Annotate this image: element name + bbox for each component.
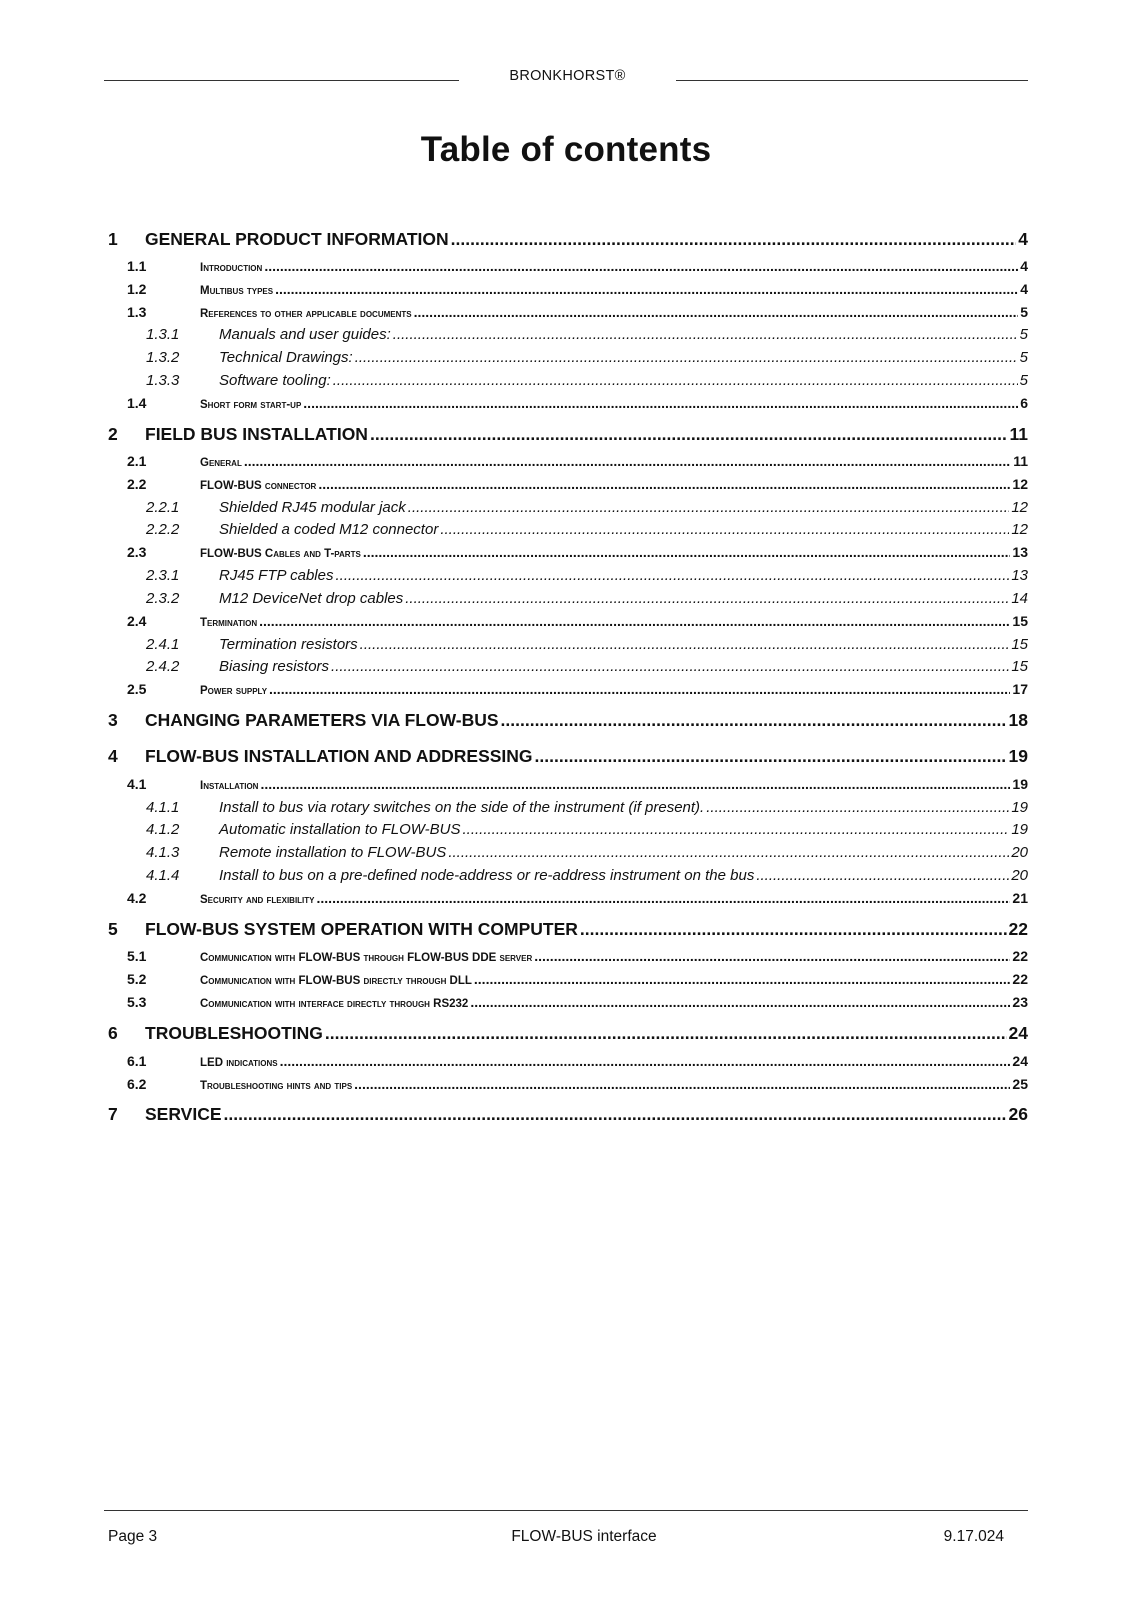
toc-entry-4-1-3[interactable] (108, 844, 1028, 868)
toc-dot-leader (470, 994, 1010, 1010)
header-brand: BRONKHORST® (509, 68, 626, 84)
toc-entry-number: 2.3.1 (146, 567, 180, 584)
toc-entry-page: 18 (1008, 710, 1028, 730)
toc-entry-4-1[interactable] (108, 776, 1028, 800)
toc-entry-label: Shielded RJ45 modular jack (219, 499, 406, 516)
toc-entry-label: Install to bus on a pre-defined node-address or re-address instrument on the bus (219, 867, 755, 884)
toc-entry-number: 2 (108, 424, 118, 444)
footer-document-code: 9.17.024 (943, 1528, 1004, 1545)
toc-dot-leader (706, 799, 1009, 816)
header-rule-right (676, 80, 1028, 81)
toc-entry-label: Troubleshooting hints and tips (200, 1080, 353, 1092)
toc-entry-page: 13 (1011, 567, 1028, 584)
toc-entry-label: M12 DeviceNet drop cables (219, 590, 404, 607)
toc-entry-page: 5 (1019, 349, 1028, 366)
toc-dot-leader (448, 844, 1009, 861)
toc-entry-number: 1.3.3 (146, 372, 180, 389)
toc-entry-label: FIELD BUS INSTALLATION (145, 424, 368, 444)
toc-entry-number: 1.4 (127, 395, 147, 411)
toc-entry-1[interactable] (108, 229, 1028, 253)
toc-dot-leader (440, 521, 1009, 538)
toc-entry-number: 3 (108, 710, 118, 730)
page-header (104, 68, 1028, 90)
toc-entry-page: 22 (1008, 919, 1028, 939)
toc-entry-2-5[interactable] (108, 681, 1028, 705)
toc-dot-leader (269, 681, 1010, 697)
toc-entry-number: 5.1 (127, 948, 147, 964)
toc-entry-page: 15 (1011, 636, 1028, 653)
toc-entry-label: Remote installation to FLOW-BUS (219, 844, 447, 861)
toc-dot-leader (451, 229, 1017, 250)
toc-entry-1-3-3[interactable] (108, 372, 1028, 396)
toc-entry-page: 22 (1012, 971, 1028, 987)
toc-dot-leader (535, 746, 1007, 767)
toc-entry-number: 2.5 (127, 681, 147, 697)
toc-entry-page: 21 (1012, 890, 1028, 906)
toc-entry-number: 4 (108, 746, 118, 766)
toc-entry-page: 12 (1012, 476, 1028, 492)
toc-entry-label: Installation (200, 780, 259, 792)
toc-entry-number: 6.1 (127, 1053, 147, 1069)
toc-entry-2-2[interactable] (108, 476, 1028, 500)
toc-entry-1-3-2[interactable] (108, 349, 1028, 373)
toc-dot-leader (501, 710, 1007, 731)
toc-dot-leader (275, 281, 1018, 297)
toc-dot-leader (756, 867, 1009, 884)
toc-entry-2-1[interactable] (108, 453, 1028, 477)
toc-entry-label: Communication with interface directly through RS232 (200, 998, 469, 1010)
footer-document-title: FLOW-BUS interface (511, 1528, 657, 1545)
toc-entry-4-2[interactable] (108, 890, 1028, 914)
toc-entry-label: Install to bus via rotary switches on the side of the instrument (if present). (219, 799, 705, 816)
toc-entry-6-1[interactable] (108, 1053, 1028, 1077)
toc-entry-number: 2.2.1 (146, 499, 180, 516)
toc-entry-page: 5 (1020, 304, 1028, 320)
toc-entry-number: 1.3.2 (146, 349, 180, 366)
toc-dot-leader (474, 971, 1011, 987)
toc-entry-label: GENERAL PRODUCT INFORMATION (145, 229, 449, 249)
toc-dot-leader (405, 590, 1009, 607)
toc-entry-label: Introduction (200, 262, 263, 274)
toc-entry-page: 12 (1011, 499, 1028, 516)
toc-entry-label: Automatic installation to FLOW-BUS (219, 821, 461, 838)
toc-entry-page: 22 (1012, 948, 1028, 964)
toc-dot-leader (370, 424, 1008, 445)
toc-entry-number: 4.1.3 (146, 844, 180, 861)
toc-dot-leader (333, 372, 1018, 389)
footer-rule (104, 1510, 1028, 1511)
toc-entry-5-1[interactable] (108, 948, 1028, 972)
toc-entry-page: 20 (1011, 867, 1028, 884)
toc-entry-label: Security and flexibility (200, 894, 315, 906)
toc-entry-page: 26 (1008, 1104, 1028, 1124)
toc-entry-number: 2.2 (127, 476, 147, 492)
toc-entry-page: 13 (1012, 544, 1028, 560)
toc-entry-label: Termination resistors (219, 636, 358, 653)
toc-dot-leader (260, 776, 1010, 792)
toc-entry-label: LED indications (200, 1057, 278, 1069)
toc-entry-label: FLOW-BUS SYSTEM OPERATION WITH COMPUTER (145, 919, 578, 939)
toc-dot-leader (534, 948, 1010, 964)
toc-entry-number: 1.2 (127, 281, 147, 297)
toc-entry-6[interactable] (108, 1023, 1028, 1047)
toc-entry-number: 4.1 (127, 776, 147, 792)
toc-entry-label: References to other applicable documents (200, 308, 412, 320)
page-title: Table of contents (420, 130, 712, 169)
toc-dot-leader (259, 613, 1010, 629)
toc-dot-leader (318, 476, 1010, 492)
toc-dot-leader (317, 890, 1011, 906)
toc-entry-5-2[interactable] (108, 971, 1028, 995)
toc-entry-4-1-2[interactable] (108, 821, 1028, 845)
toc-dot-leader (360, 636, 1010, 653)
toc-dot-leader (355, 349, 1018, 366)
toc-entry-page: 6 (1020, 395, 1028, 411)
toc-entry-page: 19 (1008, 746, 1028, 766)
toc-entry-page: 5 (1019, 326, 1028, 343)
toc-dot-leader (331, 658, 1009, 675)
toc-entry-number: 2.4.1 (146, 636, 180, 653)
toc-entry-2-4-2[interactable] (108, 658, 1028, 682)
footer-page-number: Page 3 (108, 1528, 158, 1545)
toc-entry-number: 5.3 (127, 994, 147, 1010)
toc-entry-label: Biasing resistors (219, 658, 330, 675)
toc-entry-1-2[interactable] (108, 281, 1028, 305)
toc-entry-2-3[interactable] (108, 544, 1028, 568)
toc-entry-4[interactable] (108, 746, 1028, 770)
toc-entry-number: 7 (108, 1104, 118, 1124)
toc-entry-page: 4 (1020, 281, 1028, 297)
toc-entry-label: Software tooling: (219, 372, 331, 389)
toc-entry-label: Communication with FLOW-BUS directly through DLL (200, 975, 472, 987)
toc-entry-page: 5 (1019, 372, 1028, 389)
toc-entry-label: Power supply (200, 685, 268, 697)
toc-entry-number: 2.3 (127, 544, 147, 560)
toc-entry-7[interactable] (108, 1104, 1028, 1128)
toc-dot-leader (244, 453, 1011, 469)
toc-entry-number: 2.2.2 (146, 521, 180, 538)
toc-entry-page: 24 (1008, 1023, 1028, 1043)
toc-entry-label: SERVICE (145, 1104, 222, 1124)
toc-entry-page: 11 (1009, 424, 1028, 444)
toc-entry-number: 4.1.2 (146, 821, 180, 838)
toc-dot-leader (336, 567, 1010, 584)
toc-entry-label: Technical Drawings: (219, 349, 353, 366)
toc-entry-3[interactable] (108, 710, 1028, 734)
toc-entry-number: 1.3 (127, 304, 147, 320)
toc-entry-5[interactable] (108, 919, 1028, 943)
toc-entry-4-1-4[interactable] (108, 867, 1028, 891)
page-footer (104, 1510, 1028, 1550)
toc-entry-label: Communication with FLOW-BUS through FLOW-BUS DDE server (200, 952, 533, 964)
toc-entry-1-4[interactable] (108, 395, 1028, 419)
toc-entry-6-2[interactable] (108, 1076, 1028, 1100)
toc-entry-number: 1 (108, 229, 118, 249)
toc-entry-page: 19 (1012, 776, 1028, 792)
toc-entry-page: 12 (1011, 521, 1028, 538)
toc-entry-page: 19 (1011, 799, 1028, 816)
toc-entry-page: 15 (1011, 658, 1028, 675)
toc-entry-1-1[interactable] (108, 258, 1028, 282)
toc-dot-leader (408, 499, 1010, 516)
toc-entry-1-3-1[interactable] (108, 326, 1028, 350)
toc-entry-number: 2.1 (127, 453, 147, 469)
toc-entry-page: 24 (1012, 1053, 1028, 1069)
toc-entry-page: 25 (1012, 1076, 1028, 1092)
toc-entry-number: 2.4.2 (146, 658, 180, 675)
toc-entry-4-1-1[interactable] (108, 799, 1028, 823)
toc-entry-number: 6.2 (127, 1076, 147, 1092)
toc-entry-label: Termination (200, 617, 258, 629)
toc-dot-leader (462, 821, 1009, 838)
toc-entry-page: 23 (1012, 994, 1028, 1010)
toc-entry-2-4-1[interactable] (108, 636, 1028, 660)
toc-entry-label: Short form start-up (200, 399, 302, 411)
toc-entry-2[interactable] (108, 424, 1028, 448)
toc-dot-leader (264, 258, 1018, 274)
toc-dot-leader (280, 1053, 1011, 1069)
toc-dot-leader (393, 326, 1018, 343)
toc-entry-page: 17 (1012, 681, 1028, 697)
toc-entry-label: FLOW-BUS connector (200, 480, 317, 492)
toc-entry-label: CHANGING PARAMETERS VIA FLOW-BUS (145, 710, 499, 730)
toc-entry-number: 1.1 (127, 258, 147, 274)
toc-entry-2-4[interactable] (108, 613, 1028, 637)
toc-entry-page: 11 (1013, 453, 1028, 469)
toc-entry-page: 14 (1011, 590, 1028, 607)
toc-dot-leader (414, 304, 1019, 320)
toc-entry-2-3-1[interactable] (108, 567, 1028, 591)
toc-dot-leader (580, 919, 1007, 940)
toc-entry-page: 15 (1012, 613, 1028, 629)
toc-entry-number: 6 (108, 1023, 118, 1043)
toc-entry-number: 4.1.4 (146, 867, 180, 884)
toc-entry-number: 2.3.2 (146, 590, 180, 607)
toc-dot-leader (224, 1104, 1007, 1125)
toc-entry-2-2-1[interactable] (108, 499, 1028, 523)
toc-entry-label: General (200, 457, 242, 469)
toc-dot-leader (363, 544, 1011, 560)
toc-entry-label: Manuals and user guides: (219, 326, 391, 343)
toc-entry-page: 4 (1018, 229, 1028, 249)
toc-entry-page: 4 (1020, 258, 1028, 274)
toc-entry-label: Multibus types (200, 285, 274, 297)
toc-entry-5-3[interactable] (108, 994, 1028, 1018)
toc-dot-leader (354, 1076, 1010, 1092)
toc-dot-leader (325, 1023, 1007, 1044)
toc-entry-number: 4.2 (127, 890, 147, 906)
toc-entry-label: TROUBLESHOOTING (145, 1023, 323, 1043)
toc-entry-label: FLOW-BUS INSTALLATION AND ADDRESSING (145, 746, 533, 766)
toc-entry-number: 5 (108, 919, 118, 939)
toc-entry-label: FLOW-BUS Cables and T-parts (200, 548, 361, 560)
toc-entry-page: 19 (1011, 821, 1028, 838)
toc-entry-label: Shielded a coded M12 connector (219, 521, 439, 538)
toc-dot-leader (303, 395, 1018, 411)
header-rule-left (104, 80, 459, 81)
toc-entry-number: 4.1.1 (146, 799, 180, 816)
toc-entry-number: 5.2 (127, 971, 147, 987)
toc-entry-number: 2.4 (127, 613, 147, 629)
toc-entry-number: 1.3.1 (146, 326, 180, 343)
toc-entry-2-3-2[interactable] (108, 590, 1028, 614)
toc-entry-page: 20 (1011, 844, 1028, 861)
toc-entry-label: RJ45 FTP cables (219, 567, 334, 584)
toc-entry-2-2-2[interactable] (108, 521, 1028, 545)
toc-entry-1-3[interactable] (108, 304, 1028, 328)
